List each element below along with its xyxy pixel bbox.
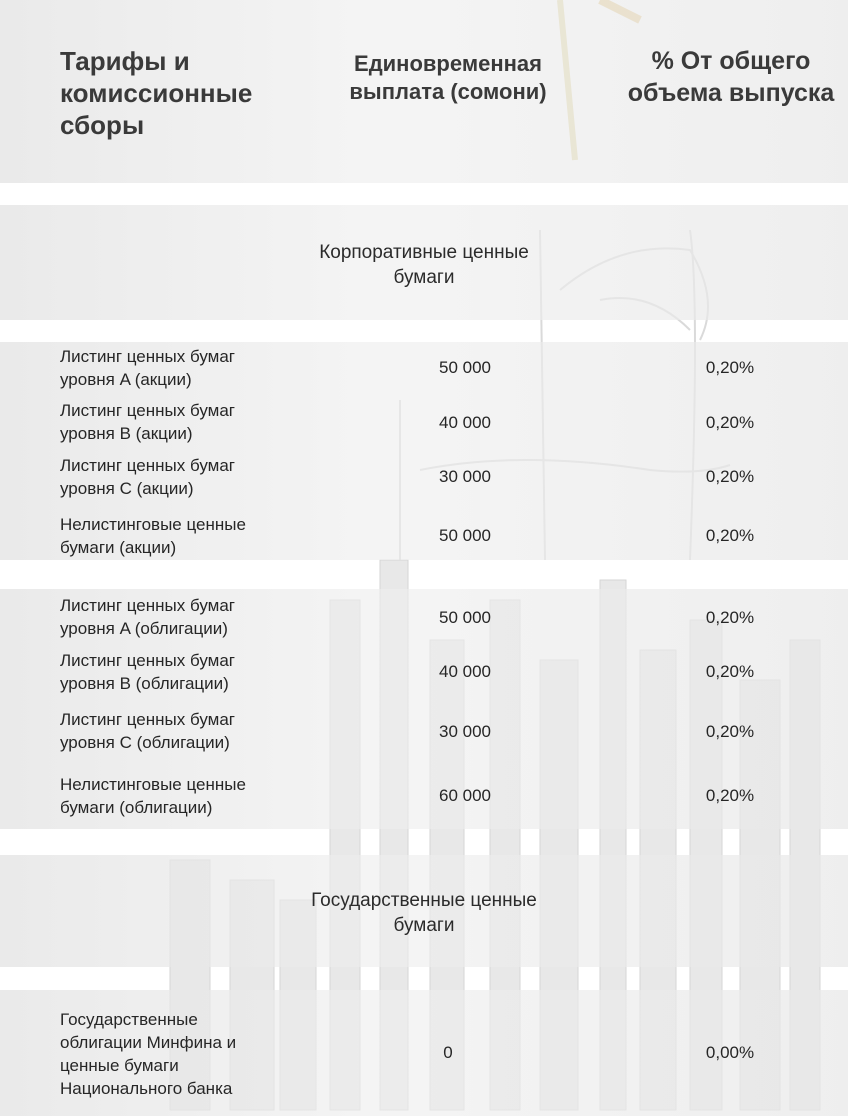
row-percent: 0,20%	[705, 662, 755, 681]
header-percent-of-issue: % От общего объема выпуска	[627, 47, 835, 107]
row-payment: 50 000	[439, 608, 491, 627]
row-percent: 0,20%	[705, 786, 755, 805]
row-percent: 0,00%	[705, 1043, 755, 1062]
header-tariffs-and-fees: Тарифы и комиссионные сборы	[60, 46, 253, 140]
row-name: Государственные облигации Минфина и ценные бумаги Национального банка	[60, 1010, 237, 1098]
row-name: Листинг ценных бумаг уровня C (облигации)	[60, 710, 235, 752]
row-percent: 0,20%	[705, 413, 755, 432]
row-payment: 50 000	[439, 526, 491, 545]
row-name: Нелистинговые ценные бумаги (акции)	[60, 515, 246, 557]
header-one-time-payment: Единовременная выплата (сомони)	[349, 51, 547, 104]
row-percent: 0,20%	[705, 722, 755, 741]
row-name: Листинг ценных бумаг уровня B (акции)	[60, 401, 235, 443]
row-name: Листинг ценных бумаг уровня A (акции)	[60, 347, 235, 389]
row-payment: 40 000	[439, 662, 491, 681]
row-percent: 0,20%	[705, 358, 755, 377]
section-title-corporate: Корпоративные ценные бумаги	[319, 242, 529, 288]
row-payment: 60 000	[439, 786, 491, 805]
row-percent: 0,20%	[705, 467, 755, 486]
row-payment: 50 000	[439, 358, 491, 377]
row-percent: 0,20%	[705, 526, 755, 545]
section-title-government: Государственные ценные бумаги	[311, 890, 537, 936]
row-payment: 0	[443, 1043, 453, 1062]
row-name: Листинг ценных бумаг уровня A (облигации)	[60, 596, 235, 638]
row-payment: 40 000	[439, 413, 491, 432]
row-name: Листинг ценных бумаг уровня C (акции)	[60, 456, 235, 498]
row-percent: 0,20%	[705, 608, 755, 627]
row-payment: 30 000	[439, 722, 491, 741]
row-payment: 30 000	[439, 467, 491, 486]
row-name: Листинг ценных бумаг уровня B (облигации)	[60, 651, 235, 693]
row-name: Нелистинговые ценные бумаги (облигации)	[60, 775, 246, 817]
